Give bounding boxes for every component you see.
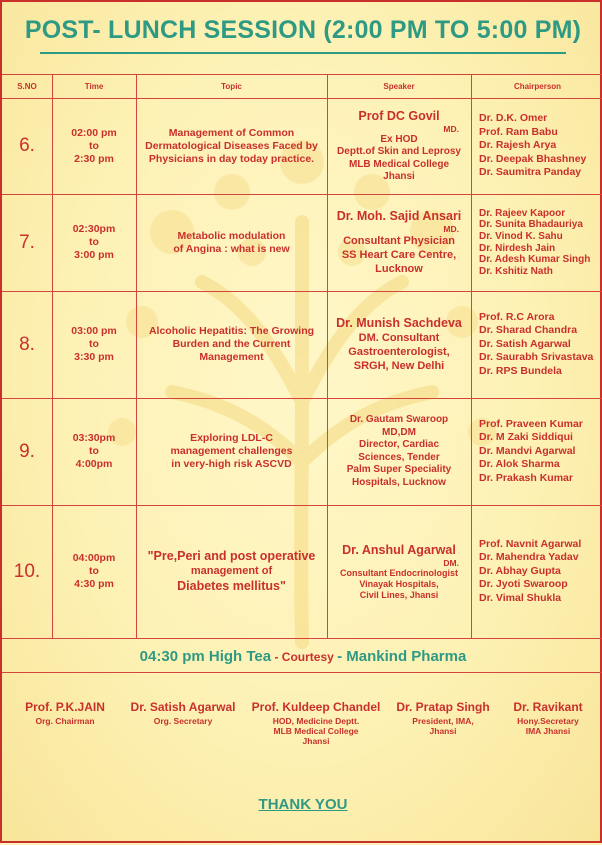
courtesy-label: - Courtesy <box>271 650 338 664</box>
speaker-detail: Deptt.of Skin and Leprosy <box>337 146 461 157</box>
chairperson-list <box>471 505 602 638</box>
topic-line: Management of Common <box>168 126 295 139</box>
chairperson-name: Dr. Prakash Kumar <box>479 471 573 484</box>
session-topic <box>136 291 327 398</box>
signatory-role: Jhansi <box>302 736 330 746</box>
signatory-block <box>248 700 384 746</box>
session-time <box>52 398 136 505</box>
speaker-cell <box>327 291 471 398</box>
signatory-role: IMA Jhansi <box>525 726 571 736</box>
chairperson-list <box>471 98 602 194</box>
speaker-detail: Palm Super Speciality <box>346 464 452 475</box>
chairperson-name: Dr. RPS Bundela <box>479 364 562 377</box>
topic-line: Physicians in day today practice. <box>148 152 315 165</box>
table-border <box>2 672 602 673</box>
signatory-name: Dr. Ravikant <box>513 700 583 714</box>
time-start: 02:30pm <box>72 223 116 235</box>
thank-you-text: THANK YOU <box>258 796 348 813</box>
chairperson-name: Dr. M Zaki Siddiqui <box>479 431 573 444</box>
high-tea-banner <box>2 648 602 665</box>
speaker-qualification: DM. <box>443 557 459 568</box>
time-to: to <box>89 139 99 152</box>
chairperson-name: Dr. Nirdesh Jain <box>479 242 556 254</box>
speaker-qualification: MD. <box>443 123 459 134</box>
signatory-block <box>120 700 246 726</box>
signatory-name: Prof. P.K.JAIN <box>25 700 105 714</box>
row-number: 7. <box>19 231 35 253</box>
topic-line: Burden and the Current <box>172 338 291 350</box>
speaker-detail: Director, Cardiac <box>358 439 440 450</box>
speaker-detail: Civil Lines, Jhansi <box>359 589 439 600</box>
speaker-detail: Vinayak Hospitals, <box>359 578 439 589</box>
signatory-block <box>10 700 120 726</box>
signatory-block <box>500 700 596 736</box>
header-chairperson: Chairperson <box>513 81 562 91</box>
chairperson-name: Dr. Rajesh Arya <box>479 139 557 152</box>
chairperson-list <box>471 291 602 398</box>
session-time <box>52 291 136 398</box>
session-topic <box>136 505 327 638</box>
speaker-cell <box>327 505 471 638</box>
session-time <box>52 98 136 194</box>
topic-line: Dermatological Diseases Faced by <box>145 139 318 152</box>
chairperson-name: Dr. Sunita Bhadauriya <box>479 219 583 231</box>
topic-line: in very-high risk ASCVD <box>171 458 292 470</box>
speaker-detail: Ex HOD <box>380 133 418 145</box>
chairperson-name: Dr. Saumitra Panday <box>479 166 582 179</box>
speaker-detail: SRGH, New Delhi <box>353 360 445 372</box>
time-start: 03:30pm <box>72 432 116 444</box>
speaker-detail: Jhansi <box>383 171 415 182</box>
speaker-name: Dr. Gautam Swaroop <box>349 414 449 425</box>
time-end: 3:00 pm <box>74 249 114 261</box>
speaker-detail: Gastroenterologist, <box>348 346 450 358</box>
session-time <box>52 505 136 638</box>
topic-line: Metabolic modulation <box>177 229 286 242</box>
time-end: 3:30 pm <box>74 351 114 363</box>
speaker-name: Dr. Moh. Sajid Ansari <box>336 209 462 223</box>
topic-line: Exploring LDL-C <box>190 432 273 444</box>
speaker-detail: Consultant Physician <box>343 235 455 247</box>
chairperson-name: Dr. Rajeev Kapoor <box>479 207 566 219</box>
session-topic <box>136 398 327 505</box>
table-border <box>2 638 602 639</box>
signatory-name: Prof. Kuldeep Chandel <box>251 700 381 714</box>
signatory-block <box>386 700 500 736</box>
row-number: 10. <box>13 560 41 582</box>
chairperson-name: Dr. Mandvi Agarwal <box>479 444 576 457</box>
chairperson-name: Prof. Praveen Kumar <box>479 417 583 430</box>
chairperson-list <box>471 194 602 291</box>
time-start: 02:00 pm <box>71 126 117 139</box>
row-number: 8. <box>19 333 35 355</box>
topic-line: Alcoholic Hepatitis: The Growing <box>148 325 315 337</box>
chairperson-name: Dr. Jyoti Swaroop <box>479 578 568 591</box>
speaker-detail: Consultant Endocrinologist <box>340 567 458 578</box>
chairperson-name: Dr. Adesh Kumar Singh <box>479 254 591 266</box>
chairperson-name: Dr. Vinod K. Sahu <box>479 230 563 242</box>
speaker-detail: MD,DM <box>382 426 416 438</box>
chairperson-name: Dr. Sharad Chandra <box>479 324 578 337</box>
header-time: Time <box>84 81 104 91</box>
signatory-role: Org. Chairman <box>35 716 95 726</box>
time-end: 4:30 pm <box>74 578 114 590</box>
time-start: 04:00pm <box>72 552 116 564</box>
topic-line: of Angina : what is new <box>173 242 290 255</box>
chairperson-name: Dr. Vimal Shukla <box>479 591 562 604</box>
speaker-detail: DM. Consultant <box>358 332 440 344</box>
chairperson-name: Dr. Mahendra Yadav <box>479 551 579 564</box>
speaker-name: Dr. Munish Sachdeva <box>336 316 462 330</box>
signatory-name: Dr. Satish Agarwal <box>130 700 236 714</box>
header-sno: S.NO <box>17 81 37 91</box>
signatory-role: Org. Secretary <box>153 716 213 726</box>
page-title: POST- LUNCH SESSION (2:00 PM TO 5:00 PM) <box>24 16 582 44</box>
chairperson-name: Prof. R.C Arora <box>479 310 555 323</box>
signatory-role: President, IMA, <box>412 716 474 726</box>
chairperson-name: Dr. Deepak Bhashney <box>479 152 587 165</box>
topic-line: "Pre,Peri and post operative <box>147 549 316 563</box>
session-time <box>52 194 136 291</box>
time-end: 2:30 pm <box>74 152 114 165</box>
high-tea-time: 04:30 pm High Tea <box>139 648 272 665</box>
speaker-name: Dr. Anshul Agarwal <box>342 542 456 557</box>
topic-line: Diabetes mellitus" <box>177 579 286 593</box>
signatory-role: MLB Medical College <box>273 726 359 736</box>
chairperson-name: Dr. Abhay Gupta <box>479 564 561 577</box>
signatory-name: Dr. Pratap Singh <box>396 700 490 714</box>
speaker-cell <box>327 398 471 505</box>
chairperson-name: Dr. Saurabh Srivastava <box>479 351 594 364</box>
chairperson-name: Dr. Satish Agarwal <box>479 337 571 350</box>
chairperson-name: Dr. Alok Sharma <box>479 458 560 471</box>
session-topic <box>136 98 327 194</box>
time-to: to <box>89 338 99 350</box>
row-number: 6. <box>19 135 35 156</box>
signatory-role: Jhansi <box>429 726 457 736</box>
topic-line: Management <box>199 351 264 363</box>
header-topic: Topic <box>221 81 242 91</box>
title-underline <box>40 52 566 54</box>
topic-line: management challenges <box>170 445 293 457</box>
signatory-role: Hony.Secretary <box>517 716 579 726</box>
row-number: 9. <box>19 440 35 462</box>
speaker-cell <box>327 98 471 194</box>
speaker-detail: Lucknow <box>375 263 423 275</box>
topic-line: management of <box>190 565 273 577</box>
sponsor-name: - Mankind Pharma <box>337 648 467 665</box>
speaker-detail: Hospitals, Lucknow <box>352 476 446 488</box>
speaker-cell <box>327 194 471 291</box>
speaker-name: Prof DC Govil <box>358 108 440 123</box>
session-topic <box>136 194 327 291</box>
time-to: to <box>89 565 99 577</box>
speaker-detail: Sciences, Tender <box>358 451 440 463</box>
signatory-role: HOD, Medicine Deptt. <box>272 716 360 726</box>
chairperson-name: Prof. Navnit Agarwal <box>479 537 582 550</box>
time-to: to <box>89 236 99 248</box>
chairperson-name: Dr. Kshitiz Nath <box>479 265 553 277</box>
speaker-detail: MLB Medical College <box>348 158 449 170</box>
speaker-detail: SS Heart Care Centre, <box>341 249 457 261</box>
time-start: 03:00 pm <box>71 325 117 337</box>
time-end: 4:00pm <box>75 458 113 470</box>
chairperson-name: Dr. D.K. Omer <box>479 112 548 125</box>
chairperson-list <box>471 398 602 505</box>
time-to: to <box>89 445 99 457</box>
chairperson-name: Prof. Ram Babu <box>479 125 558 138</box>
header-speaker: Speaker <box>383 81 415 91</box>
speaker-qualification: MD. <box>443 224 459 234</box>
